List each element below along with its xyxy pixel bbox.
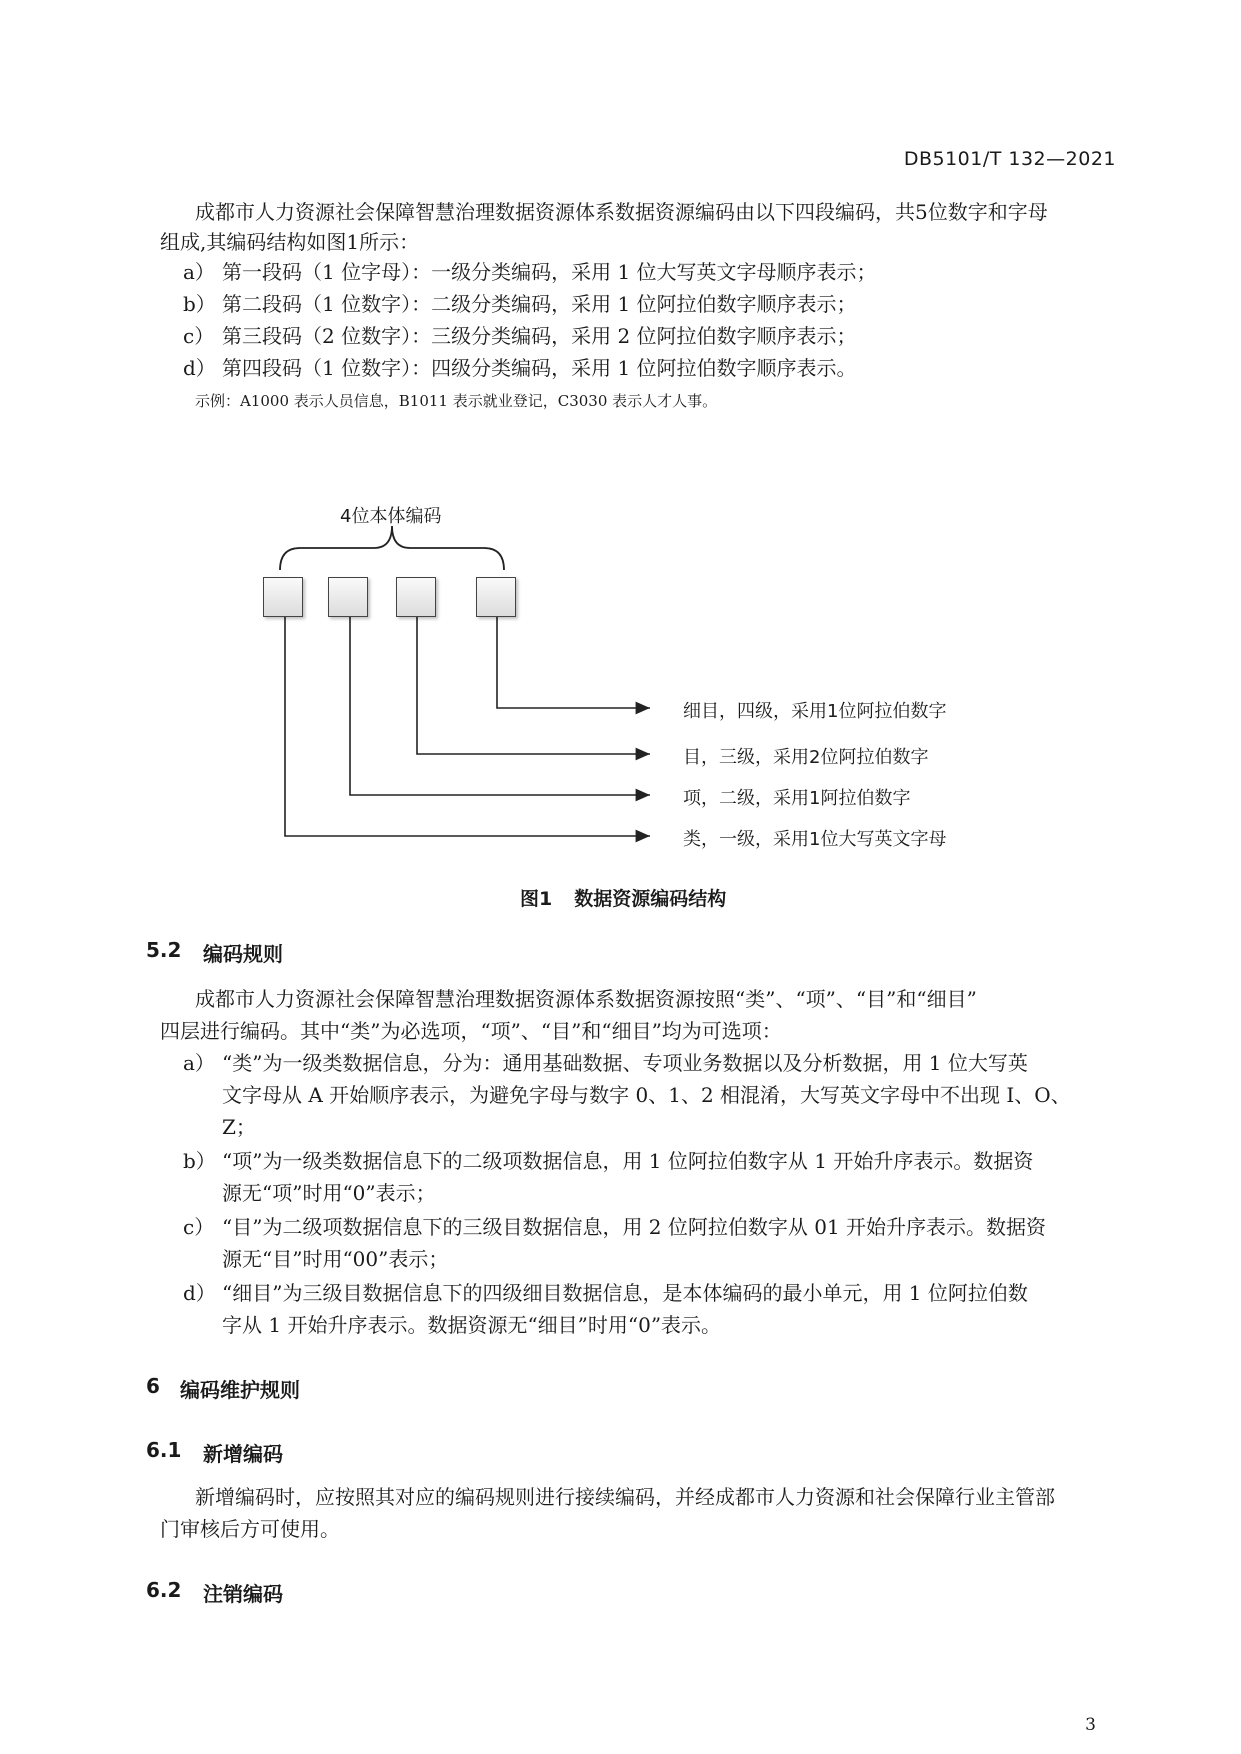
section-title: 注销编码 (203, 1582, 283, 1606)
section-number: 5.2 (146, 938, 182, 962)
diagram-label-level-1: 类，一级，采用1位大写英文字母 (683, 829, 947, 850)
figure-title: 数据资源编码结构 (574, 888, 727, 910)
page-number: 3 (1085, 1715, 1096, 1735)
brace-label: 4位本体编码 (340, 506, 442, 527)
section-title: 新增编码 (203, 1442, 283, 1466)
section-paragraph-line-1: 新增编码时，应按照其对应的编码规则进行接续编码，并经成都市人力资源和社会保障行业主管部 (195, 1485, 1055, 1509)
list-item-line: “类”为一级类数据信息，分为：通用基础数据、专项业务数据以及分析数据，用 1 位大写英 (222, 1051, 1028, 1075)
figure-caption (520, 884, 748, 911)
section-paragraph-line-1: 成都市人力资源社会保障智慧治理数据资源体系数据资源按照“类”、“项”、“目”和“细目” (195, 987, 977, 1011)
list-marker: b） (183, 292, 216, 316)
figure-number: 图1 (520, 888, 553, 910)
list-item: 第一段码（1 位字母）：一级分类编码，采用 1 位大写英文字母顺序表示； (222, 260, 877, 284)
document-number: DB5101/T 132—2021 (903, 148, 1116, 170)
connector-line-4 (497, 617, 650, 708)
list-item-line: 文字母从 A 开始顺序表示，为避免字母与数字 0、1、2 相混淆，大写英文字母中不出现 I、O、 (222, 1083, 1071, 1107)
list-item: 第三段码（2 位数字）：三级分类编码，采用 2 位阿拉伯数字顺序表示； (222, 324, 857, 348)
connector-line-1 (285, 617, 650, 836)
diagram-label-level-3: 目，三级，采用2位阿拉伯数字 (683, 747, 929, 768)
list-item-line: “目”为二级项数据信息下的三级目数据信息，用 2 位阿拉伯数字从 01 开始升序表示。数据资 (222, 1215, 1047, 1239)
list-item-line: “细目”为三级目数据信息下的四级细目数据信息，是本体编码的最小单元，用 1 位阿拉伯数 (222, 1281, 1028, 1305)
section-number: 6.2 (146, 1578, 182, 1602)
intro-paragraph-line-1: 成都市人力资源社会保障智慧治理数据资源体系数据资源编码由以下四段编码，共5位数字和字母 (195, 200, 1048, 224)
list-marker: a） (183, 260, 215, 284)
section-number: 6 (146, 1374, 160, 1398)
list-item-line: 字从 1 开始升序表示。数据资源无“细目”时用“0”表示。 (222, 1313, 722, 1337)
intro-paragraph-line-2: 组成,其编码结构如图1所示： (160, 230, 420, 254)
example-note: 示例：A1000 表示人员信息，B1011 表示就业登记，C3030 表示人才人事。 (195, 392, 718, 410)
list-marker: a） (183, 1051, 215, 1075)
section-title: 编码规则 (203, 942, 283, 966)
list-marker: d） (183, 356, 216, 380)
section-paragraph-line-2: 四层进行编码。其中“类”为必选项，“项”、“目”和“细目”均为可选项： (160, 1019, 782, 1043)
connector-line-3 (417, 617, 650, 754)
diagram-label-level-4: 细目，四级，采用1位阿拉伯数字 (683, 701, 947, 722)
code-box-1 (263, 577, 303, 617)
code-box-4 (476, 577, 516, 617)
diagram-label-level-2: 项，二级，采用1阿拉伯数字 (683, 788, 911, 809)
section-title: 编码维护规则 (180, 1378, 300, 1402)
section-paragraph-line-2: 门审核后方可使用。 (160, 1517, 340, 1541)
list-marker: c） (183, 324, 215, 348)
list-marker: d） (183, 1281, 216, 1305)
list-item-line: Z； (222, 1115, 256, 1139)
list-item-line: 源无“目”时用“00”表示； (222, 1247, 449, 1271)
code-box-3 (396, 577, 436, 617)
code-box-2 (328, 577, 368, 617)
list-item: 第四段码（1 位数字）：四级分类编码，采用 1 位阿拉伯数字顺序表示。 (222, 356, 857, 380)
section-number: 6.1 (146, 1438, 182, 1462)
list-item-line: “项”为一级类数据信息下的二级项数据信息，用 1 位阿拉伯数字从 1 开始升序表示。数据资 (222, 1149, 1034, 1173)
list-item: 第二段码（1 位数字）：二级分类编码，采用 1 位阿拉伯数字顺序表示； (222, 292, 857, 316)
connector-line-2 (350, 617, 650, 795)
brace (280, 526, 504, 570)
list-marker: c） (183, 1215, 215, 1239)
list-item-line: 源无“项”时用“0”表示； (222, 1181, 436, 1205)
list-marker: b） (183, 1149, 216, 1173)
